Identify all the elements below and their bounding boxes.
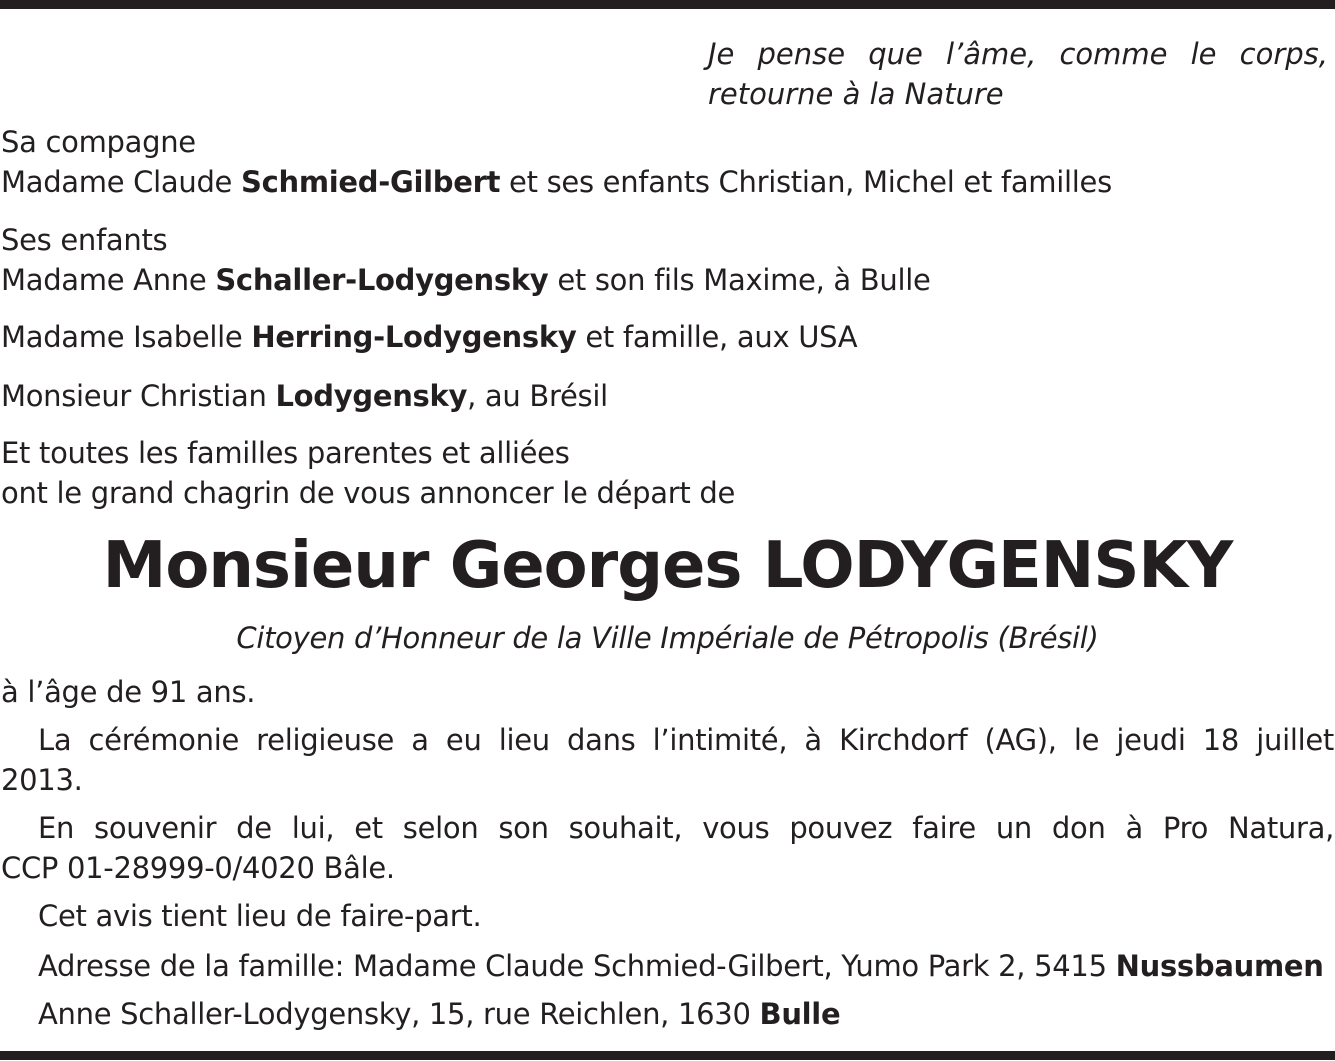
age-line: à l’âge de 91 ans.: [1, 675, 256, 709]
address-city: Bulle: [759, 997, 841, 1031]
companion-heading: Sa compagne: [1, 125, 196, 159]
notice-line: Cet avis tient lieu de faire-part.: [38, 899, 482, 933]
deceased-honor: Citoyen d’Honneur de la Ville Impériale de Pétropolis (Brésil): [236, 621, 1099, 655]
ceremony-paragraph: [1, 720, 1334, 800]
child-name: Schaller-Lodygensky: [215, 263, 549, 297]
child-line-christian: [1, 376, 608, 416]
companion-name: Schmied-Gilbert: [241, 165, 501, 199]
child-suffix: et son fils Maxime, à Bulle: [548, 263, 931, 297]
family-address-line: [38, 946, 1324, 986]
donation-line-1: En souvenir de lui, et selon son souhait, vous pouvez faire un don à Pro Natura,: [38, 811, 1334, 845]
families-section: [1, 433, 735, 513]
companion-prefix: Madame Claude: [1, 165, 242, 199]
child-prefix: Madame Anne: [1, 263, 216, 297]
child-suffix: et famille, aux USA: [576, 320, 858, 354]
epigraph-quote: [708, 34, 1328, 114]
address-prefix: Anne Schaller-Lodygensky, 15, rue Reichlen, 1630: [38, 997, 760, 1031]
children-heading: Ses enfants: [1, 223, 168, 257]
families-line-2: ont le grand chagrin de vous annoncer le départ de: [1, 476, 735, 510]
ceremony-line-2: 2013.: [1, 763, 83, 797]
epigraph-line-2: retourne à la Nature: [708, 77, 1004, 111]
children-section: [1, 220, 931, 300]
child-name: Lodygensky: [275, 379, 468, 413]
child-prefix: Monsieur Christian: [1, 379, 276, 413]
bottom-border-rule: [0, 1051, 1335, 1060]
second-address-line: [38, 994, 840, 1034]
ceremony-line-1: La cérémonie religieuse a eu lieu dans l’intimité, à Kirchdorf (AG), le jeudi 18 juillet: [38, 723, 1334, 757]
address-prefix: Adresse de la famille: Madame Claude Schmied-Gilbert, Yumo Park 2, 5415: [38, 949, 1116, 983]
child-name: Herring-Lodygensky: [251, 320, 577, 354]
donation-line-2: CCP 01-28999-0/4020 Bâle.: [1, 851, 395, 885]
families-line-1: Et toutes les familles parentes et alliées: [1, 436, 570, 470]
deceased-name: Monsieur Georges LODYGENSKY: [102, 529, 1233, 603]
child-line-isabelle: [1, 317, 857, 357]
address-city: Nussbaumen: [1115, 949, 1324, 983]
child-prefix: Madame Isabelle: [1, 320, 252, 354]
child-line-anne: [1, 260, 931, 300]
top-border-rule: [0, 0, 1335, 9]
epigraph-line-1: Je pense que l’âme, comme le corps,: [708, 37, 1328, 71]
companion-line: [1, 162, 1112, 202]
companion-section: [1, 122, 1112, 202]
companion-suffix: et ses enfants Christian, Michel et familles: [500, 165, 1112, 199]
donation-paragraph: [1, 808, 1334, 888]
child-suffix: , au Brésil: [467, 379, 608, 413]
